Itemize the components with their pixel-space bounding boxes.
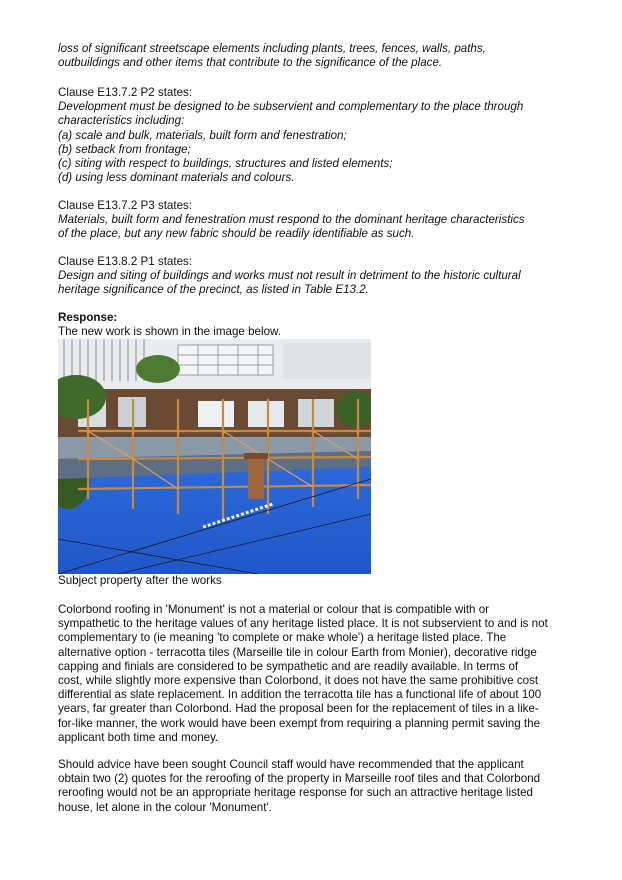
paragraph-line: differential as slate replacement. In addition the terracotta tile has a functional life of about 100 — [58, 688, 542, 702]
paragraph-line: alternative option - terracotta tiles (Marseille tile in colour Earth from Monier), decorative ridge — [58, 645, 537, 659]
paragraph-line: years, far greater than Colorbond. Had the proposal been for the replacement of tiles in a like- — [58, 702, 539, 716]
clause-text-line: heritage significance of the precinct, as listed in Table E13.2. — [58, 283, 369, 297]
text-line: loss of significant streetscape elements including plants, trees, fences, walls, paths, — [58, 42, 486, 55]
paragraph-line: reroofing would not be an appropriate heritage response for such an attractive heritage listed — [58, 786, 533, 800]
paragraph-colorbond — [58, 603, 578, 745]
paragraph-line: cost, while slightly more expensive than Colorbond, it does not have the same prohibitive cost — [58, 674, 539, 688]
clause-e13-7-2-p2 — [58, 86, 578, 185]
paragraph-line: Should advice have been sought Council staff would have recommended that the applicant — [58, 758, 524, 771]
clause-text-line: (c) siting with respect to buildings, structures and listed elements; — [58, 157, 393, 171]
clause-text-line: Development must be designed to be subservient and complementary to the place through — [58, 100, 524, 114]
clause-text-line: (d) using less dominant materials and colours. — [58, 171, 295, 185]
text-line: outbuildings and other items that contribute to the significance of the place. — [58, 56, 443, 70]
clause-text-line: characteristics including: — [58, 114, 185, 128]
paragraph-line: applicant both time and money. — [58, 730, 219, 744]
paragraph-line: Colorbond roofing in 'Monument' is not a material or colour that is compatible with or — [58, 603, 490, 616]
clause-heading: Clause E13.8.2 P1 states: — [58, 255, 193, 268]
intro-continuation — [58, 42, 578, 70]
clause-e13-8-2-p1 — [58, 255, 578, 298]
caption-text: Subject property after the works — [58, 574, 222, 587]
paragraph-line: house, let alone in the colour 'Monument'. — [58, 800, 272, 814]
response-heading: Response: — [58, 311, 118, 324]
clause-text-line: (b) setback from frontage; — [58, 142, 191, 156]
paragraph-line: sympathetic to the heritage values of any heritage listed place. It is not subservient to and is not — [58, 617, 548, 631]
photo-caption — [58, 574, 578, 588]
subject-property-photo — [58, 339, 371, 574]
paragraph-line: for-like manner, the work would have been exempt from requiring a planning permit saving the — [58, 716, 541, 730]
clause-heading: Clause E13.7.2 P3 states: — [58, 199, 193, 212]
paragraph-line: capping and finials are considered to be sympathetic and are readily available. In terms of — [58, 659, 519, 673]
clause-text-line: Design and siting of buildings and works must not result in detriment to the historic cultural — [58, 269, 521, 283]
clause-text-line: of the place, but any new fabric should be readily identifiable as such. — [58, 227, 415, 241]
clause-e13-7-2-p3 — [58, 199, 578, 242]
photo-illustration — [58, 339, 371, 574]
paragraph-advice — [58, 758, 578, 815]
paragraph-line: obtain two (2) quotes for the reroofing of the property in Marseille roof tiles and that Colorbond — [58, 772, 541, 786]
clause-text-line: Materials, built form and fenestration must respond to the dominant heritage characteristics — [58, 213, 525, 227]
response-intro: The new work is shown in the image below. — [58, 325, 281, 339]
paragraph-line: complementary to (ie meaning 'to complete or make whole') a heritage listed place. The — [58, 631, 507, 645]
response-section — [58, 311, 578, 339]
clause-text-line: (a) scale and bulk, materials, built form and fenestration; — [58, 128, 347, 142]
clause-heading: Clause E13.7.2 P2 states: — [58, 86, 193, 99]
